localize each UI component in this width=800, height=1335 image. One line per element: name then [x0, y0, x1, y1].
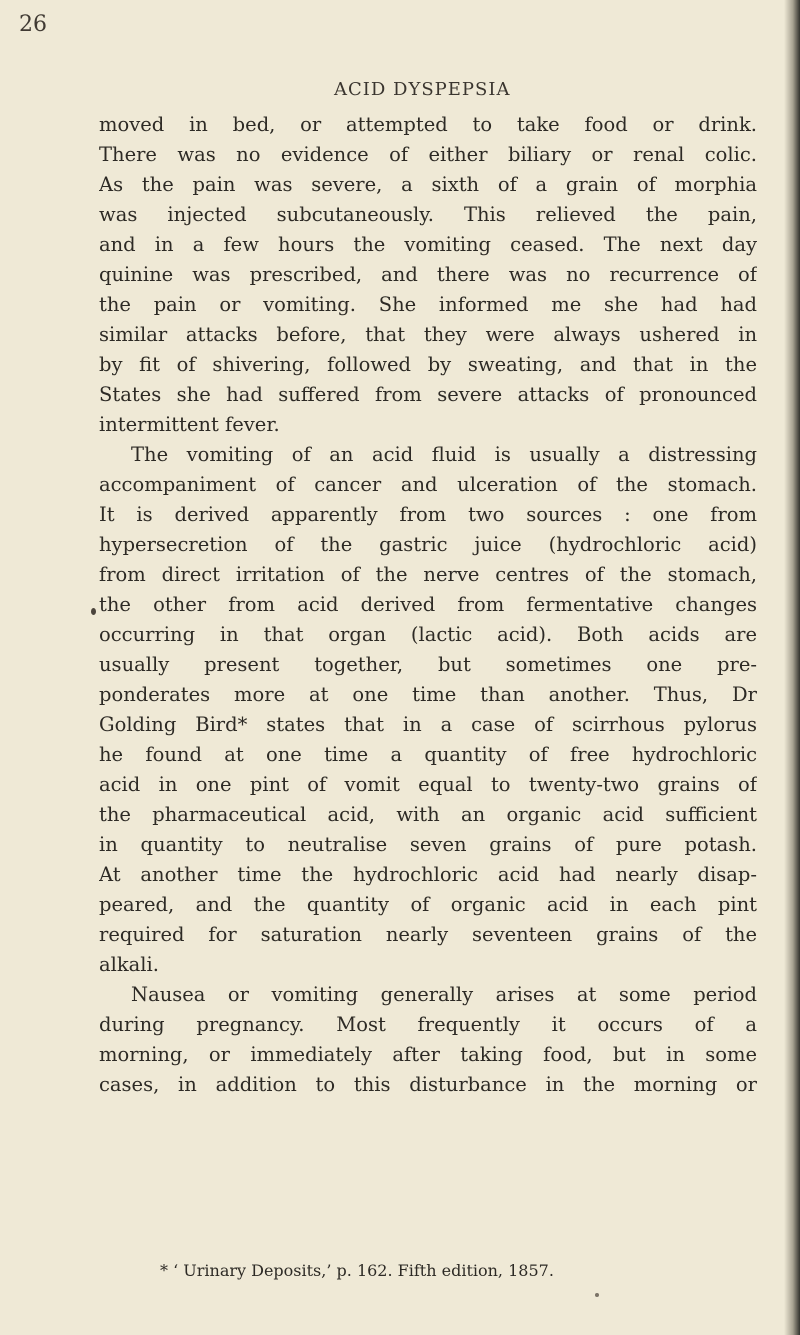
- text-line: similar attacks before, that they were always ushered in: [99, 323, 757, 346]
- page-number: 26: [19, 12, 47, 37]
- text-line: intermittent fever.: [99, 413, 280, 436]
- text-line: The vomiting of an acid fluid is usually a distressing: [131, 443, 757, 466]
- text-line: in quantity to neutralise seven grains of pure potash.: [99, 833, 757, 856]
- text-line: and in a few hours the vomiting ceased. The next day: [99, 233, 757, 256]
- text-line: morning, or immediately after taking food, but in some: [99, 1043, 757, 1066]
- text-line: the other from acid derived from fermentative changes: [99, 593, 757, 616]
- text-line: during pregnancy. Most frequently it occurs of a: [99, 1013, 757, 1036]
- body-text: [99, 110, 757, 1100]
- text-line: usually present together, but sometimes one pre-: [99, 653, 757, 676]
- text-line: peared, and the quantity of organic acid in each pint: [99, 893, 757, 916]
- text-line: quinine was prescribed, and there was no recurrence of: [99, 263, 757, 286]
- text-line: ponderates more at one time than another. Thus, Dr: [99, 683, 757, 706]
- text-line: As the pain was severe, a sixth of a grain of morphia: [99, 173, 757, 196]
- margin-ink-mark: [91, 608, 96, 615]
- text-line: accompaniment of cancer and ulceration of the stomach.: [99, 473, 757, 496]
- page-edge-shadow: [784, 0, 800, 1335]
- text-line: States she had suffered from severe attacks of pronounced: [99, 383, 757, 406]
- running-head: ACID DYSPEPSIA: [334, 79, 511, 100]
- text-line: the pharmaceutical acid, with an organic acid sufficient: [99, 803, 757, 826]
- text-line: Golding Bird* states that in a case of scirrhous pylorus: [99, 713, 757, 736]
- text-line: alkali.: [99, 953, 159, 976]
- text-line: required for saturation nearly seventeen grains of the: [99, 923, 757, 946]
- text-line: from direct irritation of the nerve centres of the stomach,: [99, 563, 757, 586]
- text-line: was injected subcutaneously. This relieved the pain,: [99, 203, 757, 226]
- footnote: * ‘ Urinary Deposits,’ p. 162. Fifth edition, 1857.: [160, 1261, 554, 1280]
- text-line: cases, in addition to this disturbance in the morning or: [99, 1073, 757, 1096]
- paper-speck: [595, 1293, 599, 1297]
- text-line: It is derived apparently from two sources : one from: [99, 503, 757, 526]
- text-line: moved in bed, or attempted to take food or drink.: [99, 113, 757, 136]
- text-line: There was no evidence of either biliary or renal colic.: [99, 143, 757, 166]
- text-line: occurring in that organ (lactic acid). Both acids are: [99, 623, 757, 646]
- text-line: the pain or vomiting. She informed me she had had: [99, 293, 757, 316]
- text-line: hypersecretion of the gastric juice (hydrochloric acid): [99, 533, 757, 556]
- text-line: Nausea or vomiting generally arises at some period: [131, 983, 757, 1006]
- text-line: he found at one time a quantity of free hydrochloric: [99, 743, 757, 766]
- text-line: acid in one pint of vomit equal to twenty-two grains of: [99, 773, 757, 796]
- text-line: by fit of shivering, followed by sweating, and that in the: [99, 353, 757, 376]
- text-line: At another time the hydrochloric acid had nearly disap-: [99, 863, 757, 886]
